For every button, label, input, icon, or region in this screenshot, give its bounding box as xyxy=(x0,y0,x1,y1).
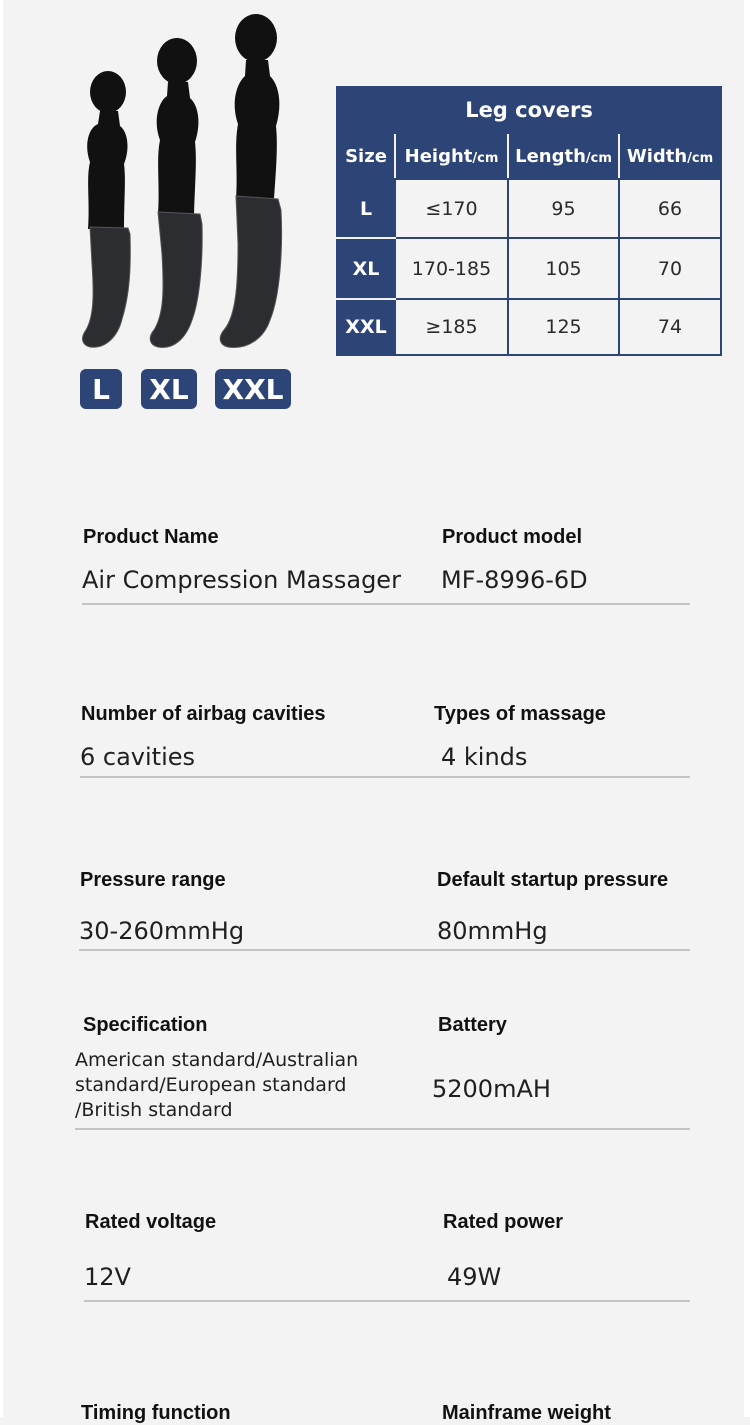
spec-value-specification: American standard/Australian standard/European standard /British standard xyxy=(75,1049,359,1121)
row-length: 95 xyxy=(508,179,619,238)
left-edge xyxy=(0,0,3,1417)
size-badge-l: L xyxy=(80,369,122,409)
leg-cover-medium xyxy=(150,212,202,347)
spec-label-massage-types: Types of massage xyxy=(434,703,606,725)
spec-label-rated-voltage: Rated voltage xyxy=(85,1211,217,1233)
row-width: 66 xyxy=(619,179,721,238)
spec-value-startup-pressure: 80mmHg xyxy=(437,917,548,945)
row-width: 70 xyxy=(619,238,721,299)
spec-value-rated-voltage: 12V xyxy=(84,1263,131,1291)
row-length: 125 xyxy=(508,299,619,355)
row-height: 170-185 xyxy=(395,238,508,299)
row-size: XXL xyxy=(337,299,395,355)
spec-label-airbag-cavities: Number of airbag cavities xyxy=(81,703,326,725)
row-height: ≤170 xyxy=(395,179,508,238)
spec-value-massage-types: 4 kinds xyxy=(441,743,528,771)
row-height: ≥185 xyxy=(395,299,508,355)
figure-medium-silhouette xyxy=(157,38,199,214)
table-row xyxy=(337,179,721,238)
spec-value-battery: 5200mAH xyxy=(432,1075,551,1103)
divider xyxy=(80,776,690,778)
table-title: Leg covers xyxy=(337,87,721,133)
spec-label-product-name: Product Name xyxy=(83,526,219,548)
leg-cover-small xyxy=(83,227,131,347)
spec-label-startup-pressure: Default startup pressure xyxy=(437,869,669,891)
spec-label-rated-power: Rated power xyxy=(443,1211,564,1233)
spec-label-timing-function: Timing function xyxy=(81,1402,231,1424)
table-header-row xyxy=(337,133,721,179)
divider xyxy=(82,603,690,605)
spec-label-product-model: Product model xyxy=(442,526,583,548)
size-badge-xxl: XXL xyxy=(215,369,291,409)
divider xyxy=(79,949,690,951)
spec-value-pressure-range: 30-260mmHg xyxy=(79,917,245,945)
divider xyxy=(84,1300,690,1302)
header-length: Length/cm xyxy=(508,133,619,179)
header-width: Width/cm xyxy=(619,133,721,179)
spec-value-product-model: MF-8996-6D xyxy=(441,566,588,594)
table-row xyxy=(337,238,721,299)
figure-tall-silhouette xyxy=(235,14,280,199)
size-figures-illustration xyxy=(78,14,308,359)
table-row xyxy=(337,299,721,355)
spec-value-rated-power: 49W xyxy=(447,1263,502,1291)
header-size: Size xyxy=(337,133,395,179)
row-size: XL xyxy=(337,238,395,299)
size-badge-xl: XL xyxy=(141,369,197,409)
leg-covers-size-table xyxy=(336,86,722,356)
spec-value-product-name: Air Compression Massager xyxy=(82,566,401,594)
leg-cover-large xyxy=(220,196,281,347)
row-length: 105 xyxy=(508,238,619,299)
row-width: 74 xyxy=(619,299,721,355)
row-size: L xyxy=(337,179,395,238)
spec-value-airbag-cavities: 6 cavities xyxy=(80,743,196,771)
spec-label-specification: Specification xyxy=(83,1014,208,1036)
spec-label-battery: Battery xyxy=(438,1014,507,1036)
header-height: Height/cm xyxy=(395,133,508,179)
spec-label-pressure-range: Pressure range xyxy=(80,869,226,891)
divider xyxy=(75,1128,690,1130)
figure-small-silhouette xyxy=(87,71,127,229)
right-edge xyxy=(744,0,750,1417)
spec-label-mainframe-weight: Mainframe weight xyxy=(442,1402,611,1424)
